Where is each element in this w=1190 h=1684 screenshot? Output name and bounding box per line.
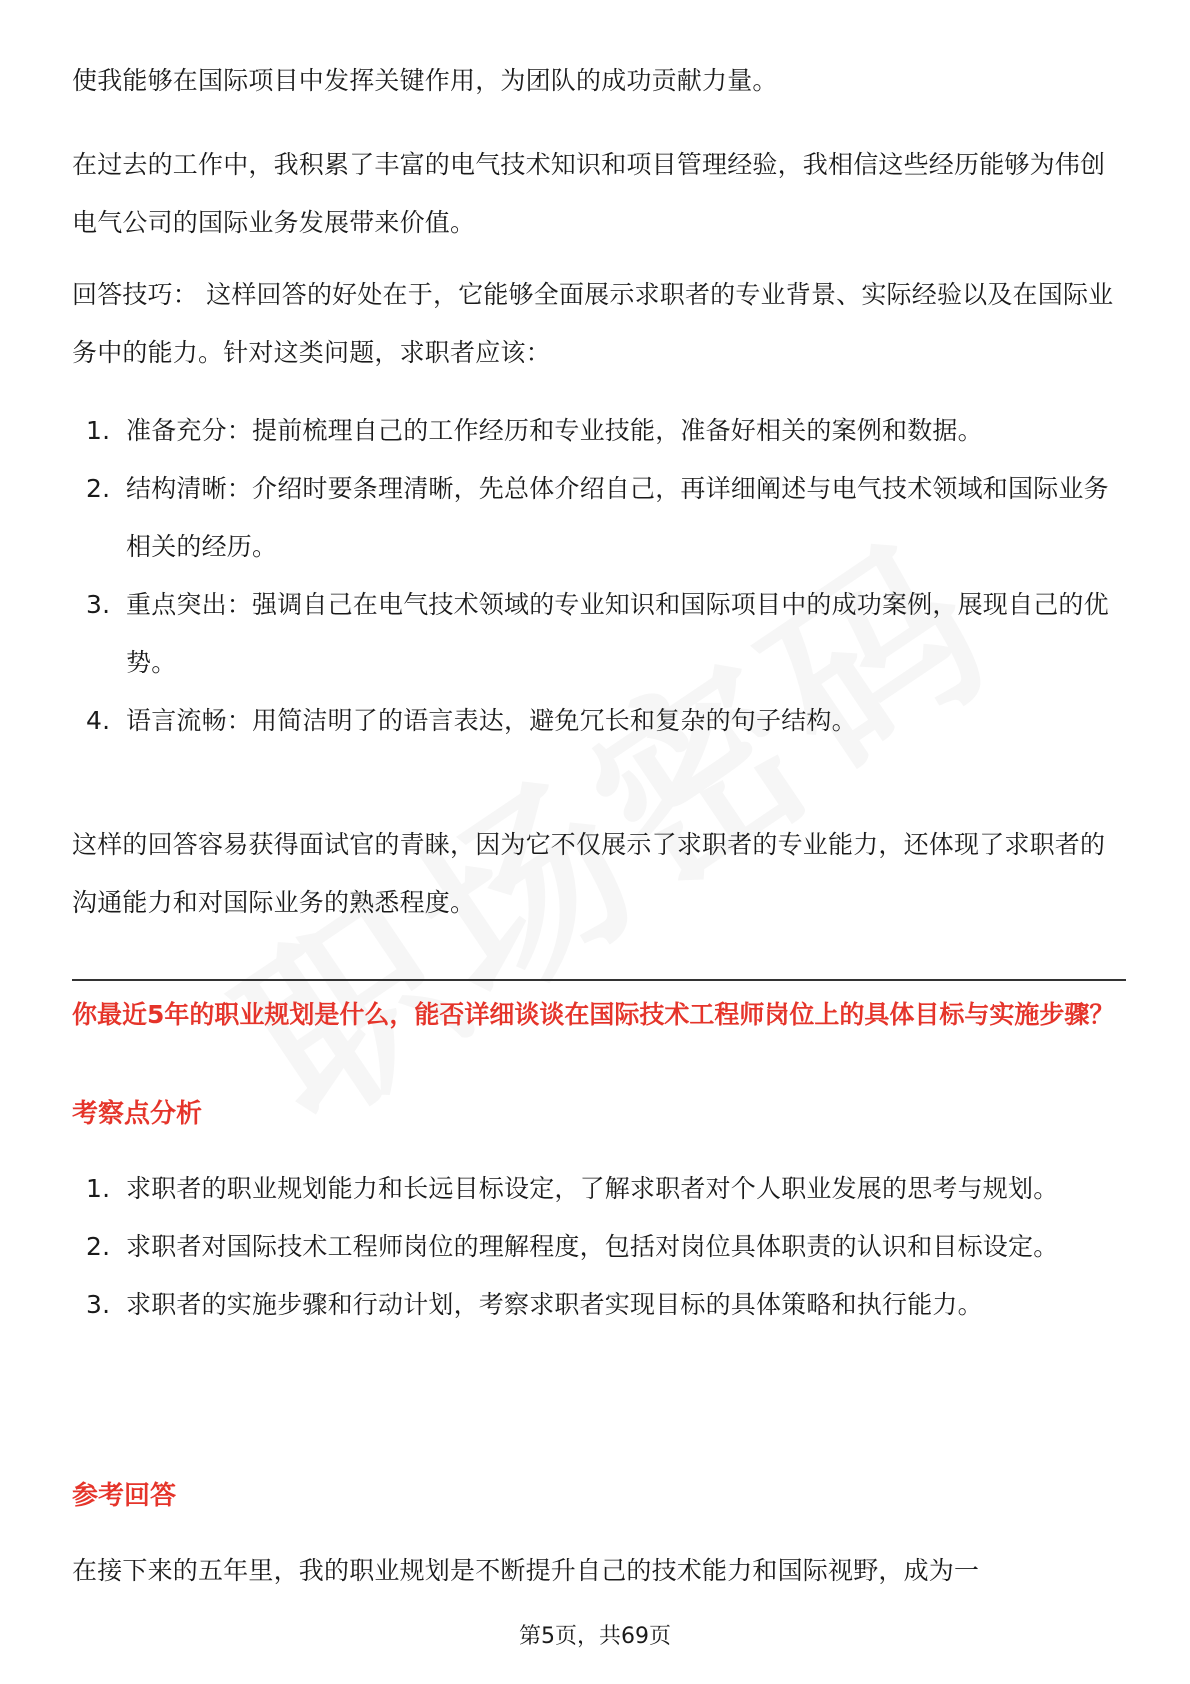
list-item — [72, 460, 1126, 576]
paragraph-intro-end: 使我能够在国际项目中发挥关键作用，为团队的成功贡献力量。 — [72, 66, 778, 95]
list-item — [72, 692, 1126, 750]
list-number: 3. — [86, 1290, 111, 1319]
list-number: 2. — [86, 1232, 111, 1261]
list-text: 准备充分：提前梳理自己的工作经历和专业技能，准备好相关的案例和数据。 — [126, 416, 983, 445]
tips-list — [72, 402, 1126, 750]
list-text: 求职者对国际技术工程师岗位的理解程度，包括对岗位具体职责的认识和目标设定。 — [126, 1232, 1059, 1261]
list-text: 结构清晰：介绍时要条理清晰，先总体介绍自己，再详细阐述与电气技术领域和国际业务相关的经历。 — [126, 474, 1109, 561]
section-divider — [72, 979, 1126, 981]
list-number: 2. — [86, 474, 111, 503]
list-item — [72, 402, 1126, 460]
list-text: 语言流畅：用简洁明了的语言表达，避免冗长和复杂的句子结构。 — [126, 706, 857, 735]
list-item — [72, 1276, 1126, 1334]
list-number: 3. — [86, 590, 111, 619]
list-number: 1. — [86, 1174, 111, 1203]
list-text: 求职者的职业规划能力和长远目标设定，了解求职者对个人职业发展的思考与规划。 — [126, 1174, 1059, 1203]
page-footer: 第5页，共69页 — [519, 1624, 671, 1649]
list-text: 重点突出：强调自己在电气技术领域的专业知识和国际项目中的成功案例，展现自己的优势。 — [126, 590, 1109, 677]
list-text: 求职者的实施步骤和行动计划，考察求职者实现目标的具体策略和执行能力。 — [126, 1290, 983, 1319]
paragraph-summary: 这样的回答容易获得面试官的青睐，因为它不仅展示了求职者的专业能力，还体现了求职者的沟通能力和对国际业务的熟悉程度。 — [72, 830, 1106, 917]
list-number: 1. — [86, 416, 111, 445]
list-number: 4. — [86, 706, 111, 735]
answer-heading: 参考回答 — [72, 1481, 177, 1511]
analysis-list — [72, 1160, 1126, 1334]
analysis-heading: 考察点分析 — [72, 1099, 203, 1129]
question-heading: 你最近5年的职业规划是什么，能否详细谈谈在国际技术工程师岗位上的具体目标与实施步骤？ — [72, 1000, 1115, 1029]
list-item — [72, 1160, 1126, 1218]
list-item — [72, 1218, 1126, 1276]
list-item — [72, 576, 1126, 692]
paragraph-experience: 在过去的工作中，我积累了丰富的电气技术知识和项目管理经验，我相信这些经历能够为伟创电气公司的国际业务发展带来价值。 — [72, 150, 1106, 237]
paragraph-answer-start: 在接下来的五年里，我的职业规划是不断提升自己的技术能力和国际视野，成为一 — [72, 1556, 980, 1585]
paragraph-answer-tips: 回答技巧： 这样回答的好处在于，它能够全面展示求职者的专业背景、实际经验以及在国际业务中的能力。针对这类问题，求职者应该： — [72, 280, 1114, 367]
